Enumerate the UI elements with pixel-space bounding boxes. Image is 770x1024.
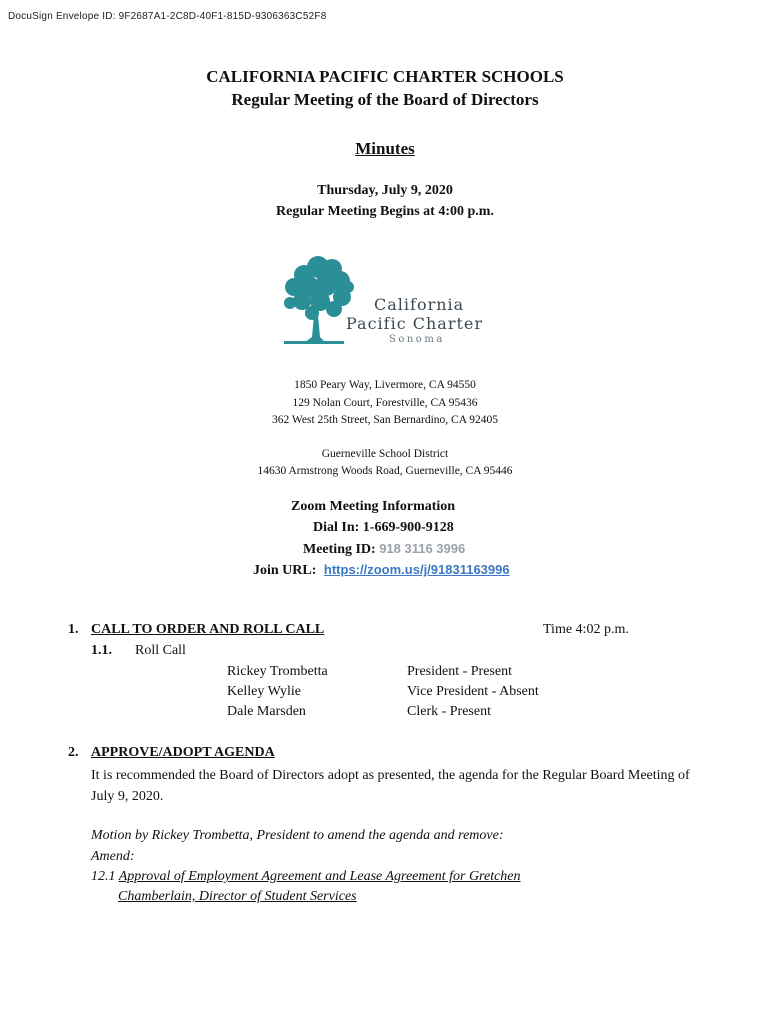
section1-1-number: 1.1. [91,643,112,658]
meeting-begins: Regular Meeting Begins at 4:00 p.m. [276,204,494,219]
amend-item-line1: Approval of Employment Agreement and Lease Agreement for Gretchen [118,869,521,884]
roll-status: President - Present [407,664,512,679]
meeting-date: Thursday, July 9, 2020 [317,183,453,198]
zoom-info-title: Zoom Meeting Information [291,499,456,514]
address-guerneville: 14630 Armstrong Woods Road, Guerneville, CA 95446 [257,465,513,477]
amend-item [91,869,521,885]
address-san-bernardino: 362 West 25th Street, San Bernardino, CA 92405 [272,414,498,426]
school-district: Guerneville School District [321,448,449,460]
zoom-join-url [253,562,524,579]
zoom-dial-in: Dial In: 1-669-900-9128 [313,520,454,535]
section1-title: CALL TO ORDER AND ROLL CALL [91,622,325,637]
zoom-url-label: Join URL: [253,563,317,578]
amend-item-line2: Chamberlain, Director of Student Services [118,889,357,904]
roll-name: Rickey Trombetta [227,664,328,679]
section1-number: 1. [68,622,79,637]
motion-text: Motion by Rickey Trombetta, President to amend the agenda and remove: [91,828,504,843]
zoom-url-link[interactable]: https://zoom.us/j/91831163996 [323,562,510,577]
address-forestville: 129 Nolan Court, Forestville, CA 95436 [292,397,478,409]
address-livermore: 1850 Peary Way, Livermore, CA 94550 [294,379,476,391]
roll-name: Dale Marsden [227,704,306,719]
minutes-heading: Minutes [355,139,415,158]
logo-text-line2: Pacific Charter [346,314,484,333]
section1-1-label: Roll Call [135,643,186,658]
logo-text-line3: Sonoma [389,334,445,345]
zoom-meeting-id-value: 918 3116 3996 [379,541,466,556]
amend-item-number: 12.1 [91,869,116,884]
zoom-meeting-id-label: Meeting ID: [303,542,376,557]
section1-time: Time 4:02 p.m. [543,622,629,637]
roll-status: Clerk - Present [407,704,491,719]
docusign-envelope-id: DocuSign Envelope ID: 9F2687A1-2C8D-40F1-815D-9306363C52F8 [8,11,327,22]
section2-number: 2. [68,745,79,760]
section2-title: APPROVE/ADOPT AGENDA [91,745,275,760]
meeting-title: Regular Meeting of the Board of Directors [231,90,539,109]
roll-status: Vice President - Absent [407,684,539,699]
amend-label: Amend: [91,849,135,864]
section2-paragraph: It is recommended the Board of Directors adopt as presented, the agenda for the Regular Board Meeting of July 9, 2020. [91,768,690,804]
roll-name: Kelley Wylie [227,684,301,699]
org-title: CALIFORNIA PACIFIC CHARTER SCHOOLS [206,67,564,86]
zoom-meeting-id [303,541,465,558]
logo-text-line1: California [374,295,465,314]
